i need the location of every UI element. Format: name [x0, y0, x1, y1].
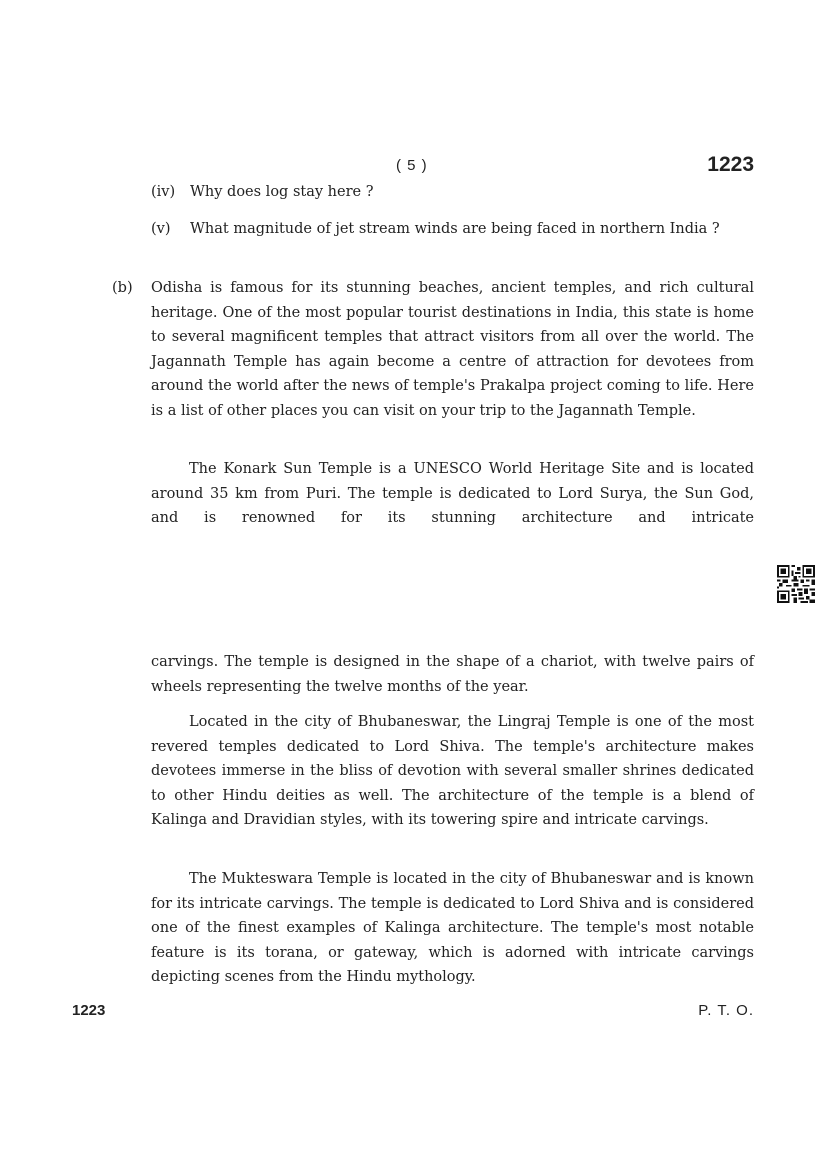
mukteswara-paragraph: The Mukteswara Temple is located in the city of Bhubaneswar and is known for its intricate carvings. The temple is dedicated to Lord Shiva and is considered one of the finest examples of Kalinga architecture. The temple's most notable feature is its torana, or gateway, which is adorned with intricate carvings depicting scenes from the Hindu mythology. [151, 871, 754, 985]
page-number: ( 5 ) [396, 157, 428, 174]
question-v-label: (v) [151, 221, 171, 237]
question-b-label: (b) [112, 280, 133, 296]
paper-code-header: 1223 [707, 153, 754, 176]
qr-code-icon [777, 565, 815, 603]
paper-code-footer: 1223 [72, 1002, 106, 1019]
question-b-intro: Odisha is famous for its stunning beaches, ancient temples, and rich cultural heritage. One of the most popular tourist destinations in India, this state is home to several magnificent temples that attract visitors from all over the world. The Jagannath Temple has again become a centre of attraction for devotees from around the world after the news of temple's Prakalpa project coming to life. Here is a list of other places you can visit on your trip to the Jagannath Temple. [151, 280, 754, 419]
pto-label: P. T. O. [698, 1002, 754, 1019]
question-iv-label: (iv) [151, 184, 176, 200]
question-iv-text: Why does log stay here ? [190, 184, 374, 200]
konark-paragraph-part1: The Konark Sun Temple is a UNESCO World Heritage Site and is located around 35 km from Puri. The temple is dedicated to Lord Surya, the Sun God, and is renowned for its stunning architecture and intricate [151, 461, 754, 526]
question-v-text: What magnitude of jet stream winds are being faced in northern India ? [190, 221, 720, 237]
konark-paragraph-part2: carvings. The temple is designed in the shape of a chariot, with twelve pairs of wheels representing the twelve months of the year. [151, 654, 754, 695]
lingraj-paragraph: Located in the city of Bhubaneswar, the Lingraj Temple is one of the most revered temples dedicated to Lord Shiva. The temple's architecture makes devotees immerse in the bliss of devotion with several smaller shrines dedicated to other Hindu deities as well. The architecture of the temple is a blend of Kalinga and Dravidian styles, with its towering spire and intricate carvings. [151, 714, 754, 828]
